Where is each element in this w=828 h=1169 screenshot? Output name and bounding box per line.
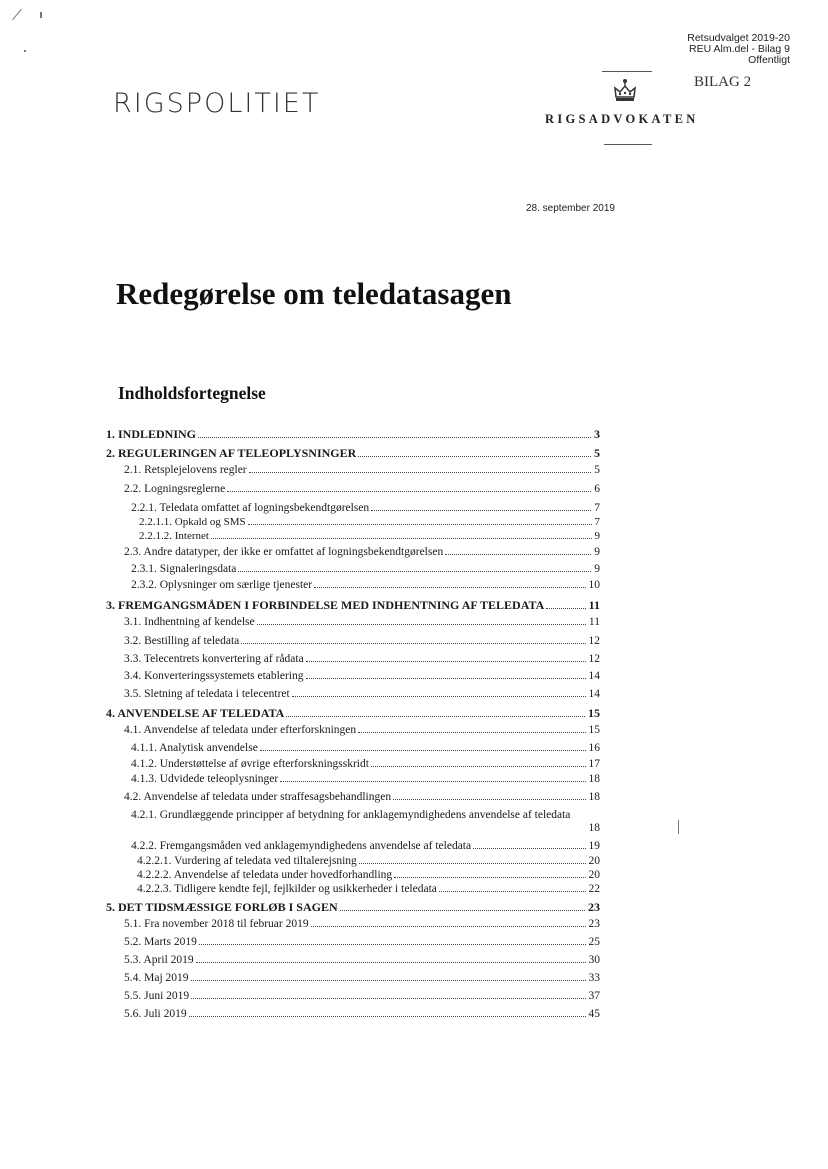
toc-entry-label: 2.1. Retsplejelovens regler bbox=[124, 464, 247, 476]
scan-mark bbox=[24, 50, 26, 52]
toc-entry[interactable] bbox=[131, 742, 600, 754]
toc-entry-page: 18 bbox=[588, 773, 600, 785]
toc-entry-page: 30 bbox=[588, 954, 600, 966]
stamp-line-1: Retsudvalget 2019-20 bbox=[687, 32, 790, 44]
toc-entry-label: 2. REGULERINGEN AF TELEOPLYSNINGER bbox=[106, 446, 357, 460]
toc-leader bbox=[199, 944, 586, 945]
toc-leader bbox=[371, 510, 591, 511]
toc-entry-page: 23 bbox=[588, 918, 600, 930]
toc-entry-page: 33 bbox=[588, 972, 600, 984]
toc-entry-label: 5.2. Marts 2019 bbox=[124, 936, 197, 948]
toc-entry-label: 4.2.2. Fremgangsmåden ved anklagemyndighedens anvendelse af teledata bbox=[131, 840, 472, 852]
toc-entry-label: 2.2.1. Teledata omfattet af logningsbekendtgørelsen bbox=[131, 502, 370, 514]
toc-leader bbox=[280, 781, 585, 782]
toc-entry[interactable] bbox=[106, 598, 600, 613]
toc-entry-page: 9 bbox=[594, 563, 600, 575]
toc-entry-page: 18 bbox=[588, 791, 600, 803]
toc-leader bbox=[358, 456, 591, 457]
document-title: Redegørelse om teledatasagen bbox=[116, 276, 512, 311]
toc-entry-label: 5.5. Juni 2019 bbox=[124, 990, 190, 1002]
toc-entry[interactable] bbox=[131, 563, 600, 575]
toc-entry-label: 4.2.1. Grundlæggende principper af betydning for anklagemyndighedens anvendelse af teledata bbox=[131, 809, 571, 821]
toc-leader bbox=[311, 926, 586, 927]
toc-entry[interactable] bbox=[124, 688, 600, 700]
toc-entry-page: 16 bbox=[588, 742, 600, 754]
toc-entry[interactable] bbox=[106, 900, 600, 915]
toc-leader bbox=[371, 766, 586, 767]
toc-entry-page: 12 bbox=[588, 653, 600, 665]
toc-entry-label: 2.2.1.2. Internet bbox=[139, 530, 209, 542]
toc-leader bbox=[260, 750, 586, 751]
toc-entry-page: 11 bbox=[588, 616, 600, 628]
toc-entry-page: 10 bbox=[588, 579, 600, 591]
toc-entry[interactable] bbox=[131, 579, 600, 591]
toc-entry[interactable] bbox=[124, 483, 600, 495]
toc-entry-label: 5.3. April 2019 bbox=[124, 954, 194, 966]
rigsadvokaten-logo: RIGSADVOKATEN bbox=[545, 112, 699, 126]
toc-entry-page: 14 bbox=[588, 670, 600, 682]
toc-entry[interactable] bbox=[124, 990, 600, 1002]
toc-leader bbox=[306, 661, 586, 662]
toc-entry-page: 25 bbox=[588, 936, 600, 948]
scan-mark bbox=[40, 12, 42, 18]
bilag-label: BILAG 2 bbox=[694, 74, 752, 90]
toc-entry-label: 5. DET TIDSMÆSSIGE FORLØB I SAGEN bbox=[106, 900, 338, 914]
toc-leader bbox=[191, 980, 586, 981]
toc-entry-label: 2.3. Andre datatyper, der ikke er omfattet af logningsbekendtgørelsen bbox=[124, 546, 444, 558]
toc-entry-label: 3.1. Indhentning af kendelse bbox=[124, 616, 255, 628]
toc-entry-page: 7 bbox=[594, 516, 600, 528]
toc-entry-label: 2.2.1.1. Opkald og SMS bbox=[139, 516, 246, 528]
toc-entry-page: 5 bbox=[594, 464, 600, 476]
toc-entry[interactable] bbox=[124, 918, 600, 930]
toc-entry-page: 9 bbox=[594, 530, 600, 542]
toc-leader bbox=[340, 910, 585, 911]
toc-entry[interactable] bbox=[124, 464, 600, 476]
toc-leader bbox=[445, 554, 591, 555]
toc-entry-label: 4.2.2.2. Anvendelse af teledata under hovedforhandling bbox=[137, 869, 393, 881]
toc-leader bbox=[473, 848, 585, 849]
toc-entry[interactable] bbox=[124, 1008, 600, 1020]
toc-entry-label: 4. ANVENDELSE AF TELEDATA bbox=[106, 706, 285, 720]
toc-entry-label: 4.1.1. Analytisk anvendelse bbox=[131, 742, 258, 754]
toc-leader bbox=[227, 491, 591, 492]
toc-entry-page: 15 bbox=[588, 706, 600, 720]
toc-leader bbox=[314, 587, 585, 588]
toc-entry-page: 37 bbox=[588, 990, 600, 1002]
toc-leader bbox=[211, 538, 592, 539]
toc-leader bbox=[196, 962, 586, 963]
stamp-line-2: REU Alm.del - Bilag 9 bbox=[689, 43, 790, 55]
toc-leader bbox=[393, 799, 585, 800]
toc-entry-label: 5.4. Maj 2019 bbox=[124, 972, 189, 984]
toc-entry[interactable] bbox=[139, 530, 600, 542]
toc-entry-page: 5 bbox=[594, 446, 600, 460]
toc-entry[interactable] bbox=[124, 972, 600, 984]
rigspolitiet-logo: RIGSPOLITIET bbox=[113, 88, 321, 119]
toc-entry[interactable] bbox=[124, 616, 600, 628]
toc-entry-page: 20 bbox=[588, 869, 600, 881]
toc-entry-label: 4.2.2.3. Tidligere kendte fejl, fejlkilder og usikkerheder i teledata bbox=[137, 883, 437, 895]
document-date: 28. september 2019 bbox=[526, 203, 615, 214]
toc-leader bbox=[306, 678, 586, 679]
toc-leader bbox=[198, 437, 591, 438]
toc-entry-label: 5.1. Fra november 2018 til februar 2019 bbox=[124, 918, 309, 930]
toc-entry[interactable] bbox=[124, 653, 600, 665]
toc-entry-label: 4.1.3. Udvidede teleoplysninger bbox=[131, 773, 279, 785]
toc-leader bbox=[359, 863, 586, 864]
toc-entry[interactable] bbox=[131, 808, 600, 834]
toc-entry[interactable] bbox=[131, 773, 600, 785]
toc-entry-label: 3.4. Konverteringssystemets etablering bbox=[124, 670, 304, 682]
toc-entry[interactable] bbox=[137, 869, 600, 881]
toc-entry-page: 22 bbox=[588, 883, 600, 895]
toc-leader bbox=[439, 891, 586, 892]
toc-entry[interactable] bbox=[106, 427, 600, 442]
toc-entry-page: 12 bbox=[588, 635, 600, 647]
toc-entry[interactable] bbox=[124, 724, 600, 736]
toc-entry-label: 3. FREMGANGSMÅDEN I FORBINDELSE MED INDHENTNING AF TELEDATA bbox=[106, 598, 545, 612]
toc-entry-page: 3 bbox=[594, 427, 600, 441]
toc-entry-page: 9 bbox=[594, 546, 600, 558]
toc-entry-label: 4.1.2. Understøttelse af øvrige efterforskningsskridt bbox=[131, 758, 369, 770]
toc-entry-label: 2.3.2. Oplysninger om særlige tjenester bbox=[131, 579, 313, 591]
toc-entry-label: 4.2. Anvendelse af teledata under straffesagsbehandlingen bbox=[124, 791, 392, 803]
toc-entry[interactable] bbox=[124, 546, 600, 558]
toc-entry-label: 2.3.1. Signaleringsdata bbox=[131, 563, 237, 575]
scan-mark bbox=[678, 820, 679, 834]
toc-leader bbox=[238, 571, 591, 572]
toc-entry[interactable] bbox=[124, 936, 600, 948]
toc-entry-page: 18 bbox=[588, 822, 600, 834]
toc-entry-label: 4.1. Anvendelse af teledata under efterforskningen bbox=[124, 724, 357, 736]
toc-leader bbox=[257, 624, 586, 625]
toc-entry-page: 45 bbox=[588, 1008, 600, 1020]
toc-entry[interactable] bbox=[139, 516, 600, 528]
toc-leader bbox=[189, 1016, 586, 1017]
toc-leader bbox=[191, 998, 585, 999]
toc-entry[interactable] bbox=[124, 791, 600, 803]
toc-entry[interactable] bbox=[106, 446, 600, 461]
toc-entry-page: 11 bbox=[588, 598, 600, 612]
toc-entry-label: 3.5. Sletning af teledata i telecentret bbox=[124, 688, 290, 700]
toc-entry[interactable] bbox=[131, 502, 600, 514]
toc-leader bbox=[394, 877, 585, 878]
toc-entry-label: 4.2.2.1. Vurdering af teledata ved tiltalerejsning bbox=[137, 855, 357, 867]
toc-leader bbox=[292, 696, 586, 697]
toc-entry-label: 2.2. Logningsreglerne bbox=[124, 483, 226, 495]
toc-heading: Indholdsfortegnelse bbox=[118, 383, 266, 403]
toc-leader bbox=[248, 524, 592, 525]
toc-leader bbox=[358, 732, 585, 733]
toc-entry[interactable] bbox=[137, 883, 600, 895]
toc-leader bbox=[546, 608, 585, 609]
toc-entry-page: 14 bbox=[588, 688, 600, 700]
toc-entry-page: 7 bbox=[594, 502, 600, 514]
toc-entry[interactable] bbox=[106, 706, 600, 721]
toc-entry-label: 5.6. Juli 2019 bbox=[124, 1008, 187, 1020]
toc-entry-label: 3.3. Telecentrets konvertering af rådata bbox=[124, 653, 304, 665]
toc-entry-page: 15 bbox=[588, 724, 600, 736]
toc-entry[interactable] bbox=[124, 635, 600, 647]
toc-entry[interactable] bbox=[131, 758, 600, 770]
toc-entry-page: 19 bbox=[588, 840, 600, 852]
toc-leader bbox=[241, 643, 585, 644]
toc-entry[interactable] bbox=[124, 670, 600, 682]
stamp-line-3: Offentligt bbox=[748, 54, 790, 66]
toc-entry-page: 6 bbox=[594, 483, 600, 495]
toc-entry-page: 23 bbox=[588, 900, 600, 914]
toc-leader bbox=[249, 472, 592, 473]
toc-entry[interactable] bbox=[137, 855, 600, 867]
toc-entry-page: 20 bbox=[588, 855, 600, 867]
toc-entry[interactable] bbox=[131, 840, 600, 852]
toc-entry-label: 1. INDLEDNING bbox=[106, 427, 197, 441]
toc-leader bbox=[286, 716, 585, 717]
toc-entry-label: 3.2. Bestilling af teledata bbox=[124, 635, 240, 647]
toc-entry[interactable] bbox=[124, 954, 600, 966]
toc-entry-page: 17 bbox=[588, 758, 600, 770]
